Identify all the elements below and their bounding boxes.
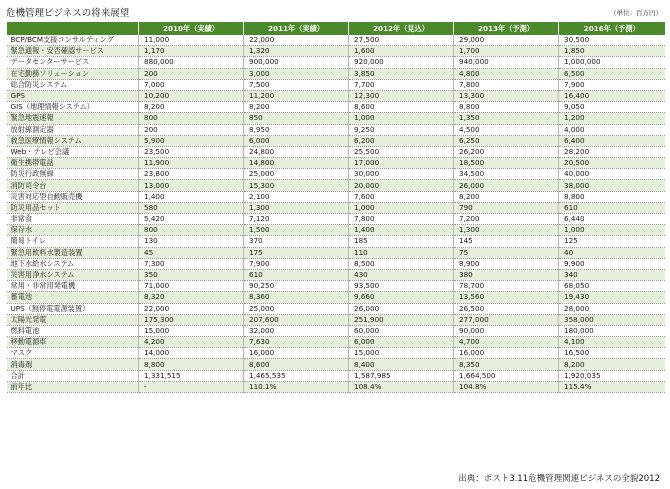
row-label: 保存水: [7, 225, 139, 236]
table-cell: 1,400: [139, 191, 244, 202]
table-row: [7, 135, 665, 146]
table-row: [7, 225, 665, 236]
column-header-2016: 2016年（予測）: [559, 22, 665, 35]
table-cell: 93,500: [349, 281, 454, 292]
table-cell: 1,350: [454, 113, 559, 124]
table-row: [7, 169, 665, 180]
table-cell: 22,000: [244, 35, 349, 46]
table-cell: 358,000: [559, 314, 665, 325]
column-header-2013: 2013年（予測）: [454, 22, 559, 35]
table-cell: 6,200: [349, 135, 454, 146]
table-cell: 125: [559, 236, 665, 247]
table-cell: 800: [139, 113, 244, 124]
table-cell: 40: [559, 247, 665, 258]
table-cell: 340: [559, 269, 665, 280]
table-cell: 7,800: [349, 214, 454, 225]
table-cell: 1,000: [559, 225, 665, 236]
table-cell: 6,500: [559, 68, 665, 79]
table-cell: 60,000: [349, 325, 454, 336]
table-cell: 23,800: [139, 169, 244, 180]
table-cell: 16,000: [454, 348, 559, 359]
table-row: [7, 79, 665, 90]
table-cell: 90,250: [244, 281, 349, 292]
table-row: [7, 124, 665, 135]
table-cell: 17,000: [349, 158, 454, 169]
table-cell: 350: [139, 269, 244, 280]
table-cell: 1,700: [454, 46, 559, 57]
table-cell: 1,664,500: [454, 370, 559, 381]
table-cell: 11,900: [139, 158, 244, 169]
table-cell: 8,320: [139, 292, 244, 303]
table-row: [7, 303, 665, 314]
table-row: [7, 381, 665, 392]
table-cell: 9,050: [559, 102, 665, 113]
table-cell: 13,560: [454, 292, 559, 303]
table-cell: 14,000: [139, 348, 244, 359]
table-cell: 8,800: [454, 102, 559, 113]
table-cell: 6,000: [349, 337, 454, 348]
table-cell: 1,000: [349, 113, 454, 124]
table-cell: 7,900: [244, 258, 349, 269]
table-cell: 26,000: [349, 303, 454, 314]
table-cell: 6,400: [559, 135, 665, 146]
table-cell: 277,000: [454, 314, 559, 325]
row-label: 救急医療情報システム: [7, 135, 139, 146]
table-cell: 1,170: [139, 46, 244, 57]
row-label: 非常食: [7, 214, 139, 225]
row-label: データセンターサービス: [7, 57, 139, 68]
table-cell: 1,465,535: [244, 370, 349, 381]
table-cell: 90,000: [454, 325, 559, 336]
table-cell: 430: [349, 269, 454, 280]
table-cell: 19,430: [559, 292, 665, 303]
table-cell: 580: [139, 202, 244, 213]
table-row: [7, 158, 665, 169]
table-cell: 1,600: [349, 46, 454, 57]
table-cell: 1,400: [349, 225, 454, 236]
table-cell: 4,500: [454, 124, 559, 135]
unit-note: （単位：百万円）: [610, 9, 662, 17]
table-cell: 16,400: [559, 90, 665, 101]
table-cell: 4,800: [454, 68, 559, 79]
table-cell: 15,000: [349, 348, 454, 359]
table-cell: 1,300: [454, 225, 559, 236]
table-cell: 12,300: [349, 90, 454, 101]
table-cell: 115.4%: [559, 381, 665, 392]
table-cell: 8,400: [349, 359, 454, 370]
table-cell: 18,500: [454, 158, 559, 169]
table-row: [7, 325, 665, 336]
table-cell: 9,900: [559, 258, 665, 269]
table-row: [7, 202, 665, 213]
table-cell: 25,000: [244, 303, 349, 314]
table-cell: 6,000: [244, 135, 349, 146]
table-cell: 13,300: [454, 90, 559, 101]
row-label: 災害用浄水システム: [7, 269, 139, 280]
table-cell: 27,500: [349, 35, 454, 46]
table-cell: 8,360: [244, 292, 349, 303]
row-label: 放射線測定器: [7, 124, 139, 135]
table-cell: 1,300: [244, 202, 349, 213]
row-label: Web・テレビ会議: [7, 146, 139, 157]
table-cell: 15,000: [139, 325, 244, 336]
table-cell: 25,000: [244, 169, 349, 180]
table-cell: 1,500: [244, 225, 349, 236]
table-cell: 8,200: [559, 359, 665, 370]
table-cell: 4,100: [559, 337, 665, 348]
row-label: 消毒剤: [7, 359, 139, 370]
table-cell: 6,250: [454, 135, 559, 146]
table-cell: 11,000: [139, 35, 244, 46]
table-cell: 8,600: [244, 359, 349, 370]
row-label: 常用・非常用発電機: [7, 281, 139, 292]
table-cell: 13,000: [139, 180, 244, 191]
table-cell: 800: [139, 225, 244, 236]
table-cell: 610: [559, 202, 665, 213]
table-cell: 1,200: [559, 113, 665, 124]
table-cell: 108.4%: [349, 381, 454, 392]
table-cell: 7,630: [244, 337, 349, 348]
row-label: 燃料電池: [7, 325, 139, 336]
table-cell: 5,900: [139, 135, 244, 146]
row-label: UPS（無停電電源装置）: [7, 303, 139, 314]
row-label: 衛生携帯電話: [7, 158, 139, 169]
table-cell: -: [139, 381, 244, 392]
table-cell: 110.1%: [244, 381, 349, 392]
table-cell: 24,800: [244, 146, 349, 157]
table-row: [7, 236, 665, 247]
table-row: [7, 68, 665, 79]
row-label: 合計: [7, 370, 139, 381]
table-cell: 900,000: [244, 57, 349, 68]
table-cell: 11,200: [244, 90, 349, 101]
table-row: [7, 269, 665, 280]
table-cell: 4,000: [559, 124, 665, 135]
table-cell: 3,000: [244, 68, 349, 79]
table-cell: 71,000: [139, 281, 244, 292]
table-cell: 32,000: [244, 325, 349, 336]
column-header-2010: 2010年（実績）: [139, 22, 244, 35]
table-cell: 185: [349, 236, 454, 247]
table-row: [7, 292, 665, 303]
table-cell: 10,200: [139, 90, 244, 101]
row-label: 災害対応型自動販売機: [7, 191, 139, 202]
table-cell: 68,050: [559, 281, 665, 292]
table-cell: 20,500: [559, 158, 665, 169]
table-cell: 8,200: [454, 191, 559, 202]
table-cell: 130: [139, 236, 244, 247]
table-body: [7, 35, 665, 393]
table-cell: 8,600: [349, 102, 454, 113]
table-cell: 1,000,000: [559, 57, 665, 68]
table-cell: 5,420: [139, 214, 244, 225]
table-row: [7, 214, 665, 225]
table-cell: 610: [244, 269, 349, 280]
table-cell: 30,500: [559, 35, 665, 46]
table-cell: 7,200: [454, 214, 559, 225]
table-cell: 8,800: [139, 359, 244, 370]
row-label: 防災用品セット: [7, 202, 139, 213]
table-cell: 790: [454, 202, 559, 213]
table-cell: 40,000: [559, 169, 665, 180]
table-cell: 7,500: [244, 79, 349, 90]
row-label: 緊急地震速報: [7, 113, 139, 124]
table-cell: 9,250: [349, 124, 454, 135]
table-cell: 25,500: [349, 146, 454, 157]
table-row: [7, 337, 665, 348]
table-cell: 16,000: [244, 348, 349, 359]
table-cell: 78,700: [454, 281, 559, 292]
table-cell: 3,850: [349, 68, 454, 79]
table-cell: 175,300: [139, 314, 244, 325]
table-cell: 104.8%: [454, 381, 559, 392]
page-title: 危機管理ビジネスの将来展望: [6, 8, 130, 19]
table-cell: 8,800: [559, 191, 665, 202]
row-label: 蓄電池: [7, 292, 139, 303]
row-label: 緊急用飲料水製造装置: [7, 247, 139, 258]
table-cell: 75: [454, 247, 559, 258]
row-label: マスク: [7, 348, 139, 359]
table-cell: 1,331,515: [139, 370, 244, 381]
table-cell: 7,700: [349, 79, 454, 90]
table-row: [7, 258, 665, 269]
table-cell: 1,587,985: [349, 370, 454, 381]
row-label: 消防司令台: [7, 180, 139, 191]
table-row: [7, 281, 665, 292]
table-cell: 8,200: [139, 102, 244, 113]
table-cell: 251,900: [349, 314, 454, 325]
row-label: BCP/BCM支援コンサルティング: [7, 35, 139, 46]
column-header-2012: 2012年（見込）: [349, 22, 454, 35]
row-label: 前年比: [7, 381, 139, 392]
table-cell: 145: [454, 236, 559, 247]
table-row: [7, 35, 665, 46]
table-cell: 8,500: [349, 258, 454, 269]
table-cell: 7,900: [559, 79, 665, 90]
table-row: [7, 146, 665, 157]
row-label: 防災行政無線: [7, 169, 139, 180]
table-cell: 26,000: [454, 180, 559, 191]
row-label: GIS（地理情報システム）: [7, 102, 139, 113]
row-label: GPS: [7, 90, 139, 101]
table-row: [7, 90, 665, 101]
table-cell: 28,200: [559, 146, 665, 157]
table-row: [7, 57, 665, 68]
table-cell: 7,300: [139, 258, 244, 269]
table-row: [7, 46, 665, 57]
table-row: [7, 113, 665, 124]
row-label: 移動電源車: [7, 337, 139, 348]
table-row: [7, 247, 665, 258]
table-cell: 380: [454, 269, 559, 280]
table-cell: 26,200: [454, 146, 559, 157]
table-cell: 1,320: [244, 46, 349, 57]
table-row: [7, 102, 665, 113]
table-cell: 14,800: [244, 158, 349, 169]
table-cell: 20,000: [349, 180, 454, 191]
table-cell: 8,900: [454, 258, 559, 269]
table-cell: 16,500: [559, 348, 665, 359]
table-cell: 7,600: [349, 191, 454, 202]
table-cell: 880,000: [139, 57, 244, 68]
table-row: [7, 314, 665, 325]
column-header-2011: 2011年（実績）: [244, 22, 349, 35]
table-cell: 1,920,035: [559, 370, 665, 381]
table-cell: 370: [244, 236, 349, 247]
table-cell: 180,000: [559, 325, 665, 336]
table-cell: 28,000: [559, 303, 665, 314]
table-cell: 200: [139, 68, 244, 79]
table-cell: 8,200: [244, 102, 349, 113]
row-label: 簡易トイレ: [7, 236, 139, 247]
table-row: [7, 191, 665, 202]
table-cell: 7,120: [244, 214, 349, 225]
table-cell: 175: [244, 247, 349, 258]
row-label: 在宅勤務ソリューション: [7, 68, 139, 79]
table-cell: 1,850: [559, 46, 665, 57]
source-note: 出典：ポスト3.11危機管理関連ビジネスの全貌2012: [458, 474, 660, 484]
table-row: [7, 359, 665, 370]
table-cell: 30,000: [349, 169, 454, 180]
table-cell: 9,660: [349, 292, 454, 303]
row-label: 総合防災システム: [7, 79, 139, 90]
table-cell: 29,000: [454, 35, 559, 46]
table-cell: 45: [139, 247, 244, 258]
table-cell: 7,000: [139, 79, 244, 90]
table-cell: 22,000: [139, 303, 244, 314]
table-cell: 200: [139, 124, 244, 135]
table-cell: 23,500: [139, 146, 244, 157]
table-row: [7, 370, 665, 381]
row-label: 太陽光発電: [7, 314, 139, 325]
table-cell: 110: [349, 247, 454, 258]
row-label: 地下水給水システム: [7, 258, 139, 269]
table-cell: 7,800: [454, 79, 559, 90]
table-cell: 8,950: [244, 124, 349, 135]
table-cell: 15,300: [244, 180, 349, 191]
table-cell: 920,000: [349, 57, 454, 68]
column-header-item: [7, 22, 139, 35]
table-cell: 38,000: [559, 180, 665, 191]
table-cell: 2,100: [244, 191, 349, 202]
table-cell: 26,500: [454, 303, 559, 314]
row-label: 緊急通報・安否確認サービス: [7, 46, 139, 57]
table-cell: 34,500: [454, 169, 559, 180]
table-cell: 1,000: [349, 202, 454, 213]
table-cell: 4,700: [454, 337, 559, 348]
table-row: [7, 180, 665, 191]
table-cell: 4,200: [139, 337, 244, 348]
forecast-table: [6, 22, 665, 393]
table-cell: 8,350: [454, 359, 559, 370]
table-header-row: [7, 22, 665, 35]
table-cell: 940,000: [454, 57, 559, 68]
table-cell: 207,600: [244, 314, 349, 325]
table-cell: 6,440: [559, 214, 665, 225]
table-row: [7, 348, 665, 359]
table-cell: 850: [244, 113, 349, 124]
